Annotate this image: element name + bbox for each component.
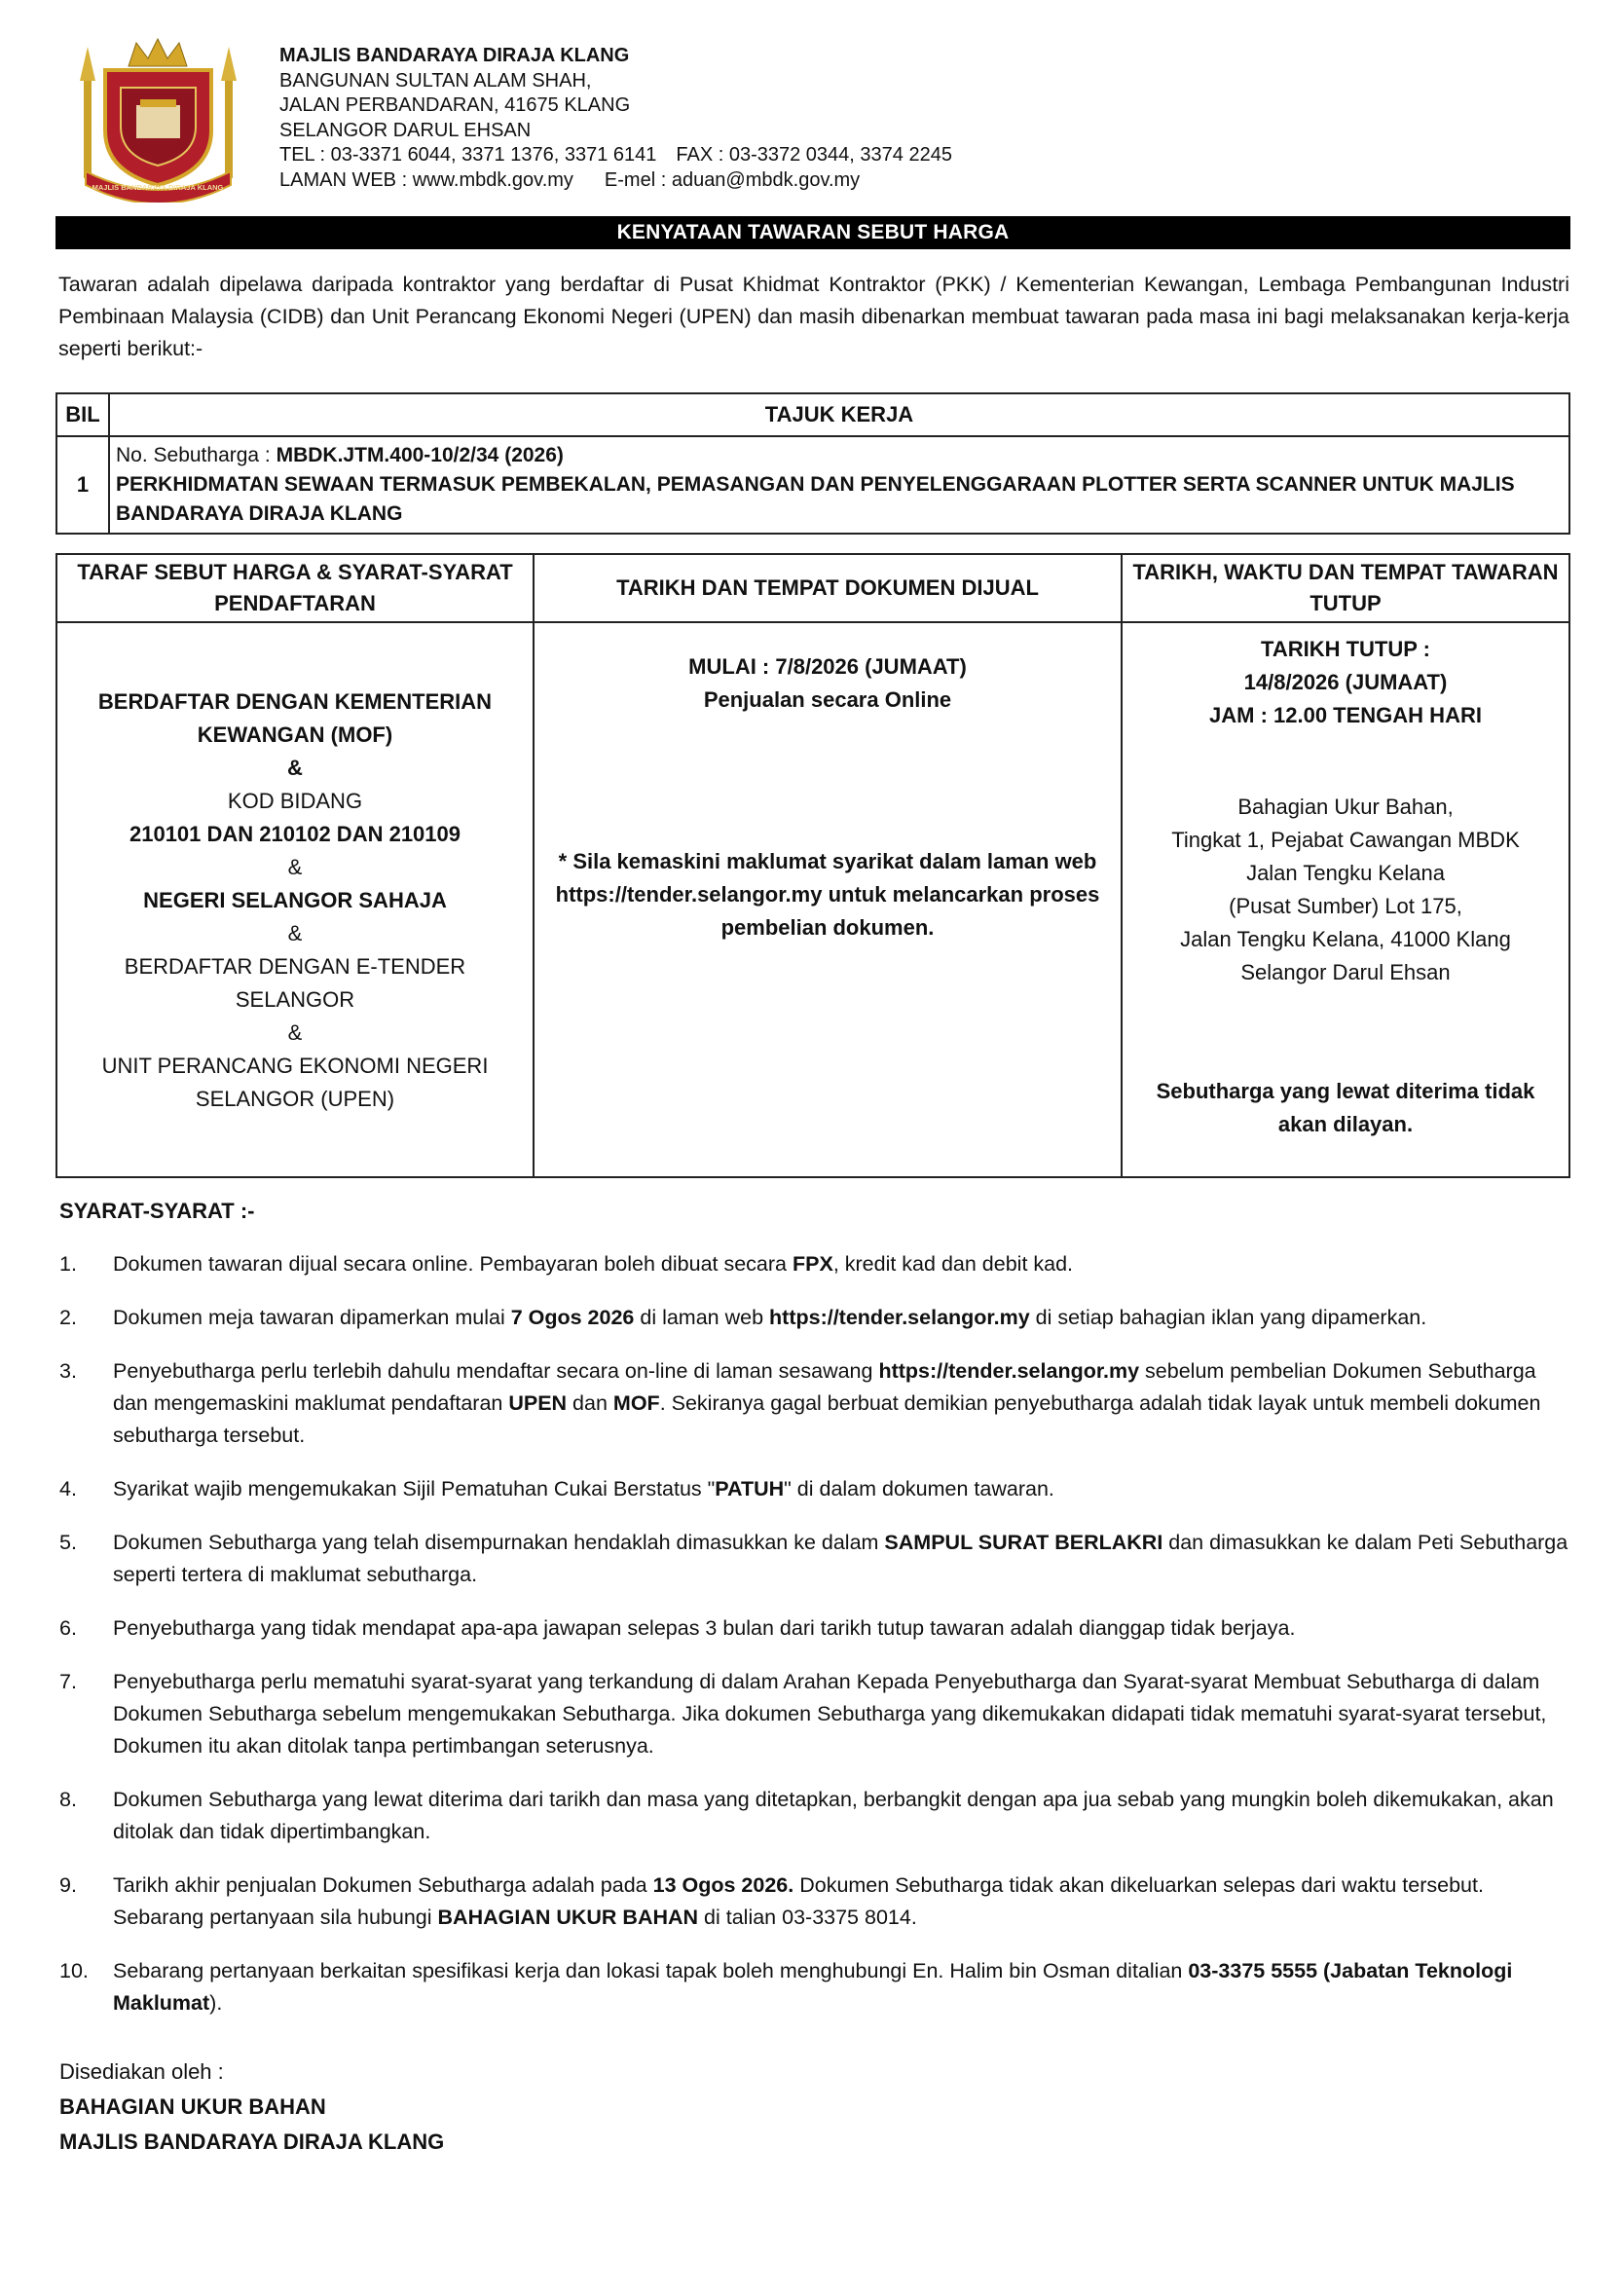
sale-note: * Sila kemaskini maklumat syarikat dalam laman web https://tender.selangor.my untuk melancarkan proses pembelian dokumen. — [555, 849, 1100, 940]
ampersand: & — [287, 1020, 303, 1045]
condition-text: ). — [209, 1991, 223, 2015]
address-line: Jalan Tengku Kelana — [1246, 861, 1445, 885]
work-title-cell — [109, 436, 1569, 534]
condition-emphasis: UPEN — [508, 1391, 568, 1415]
address-line: (Pusat Sumber) Lot 175, — [1229, 894, 1462, 918]
prepared-by-label: Disediakan oleh : — [59, 2059, 224, 2084]
condition-number: 4. — [59, 1477, 77, 1500]
prepared-by-org: MAJLIS BANDARAYA DIRAJA KLANG — [59, 2129, 445, 2154]
council-name: MAJLIS BANDARAYA DIRAJA KLANG — [279, 45, 630, 66]
sale-start-date: MULAI : 7/8/2026 (JUMAAT) — [688, 654, 967, 679]
closing-address — [1123, 791, 1568, 989]
condition-number: 6. — [59, 1616, 77, 1640]
condition-text: Sebarang pertanyaan berkaitan spesifikasi kerja dan lokasi tapak boleh menghubungi En. Halim bin Osman ditalian — [113, 1959, 1189, 1982]
contact-web-email — [279, 168, 952, 194]
address-line: Bahagian Ukur Bahan, — [1237, 795, 1454, 819]
conditions-list — [59, 1248, 1570, 2041]
condition-number: 1. — [59, 1252, 77, 1276]
reg-kod-bidang-label: KOD BIDANG — [227, 789, 363, 813]
condition-emphasis: 03-3375 5555 (Jabatan Teknologi Maklumat — [113, 1959, 1513, 2015]
reg-kod-bidang: 210101 DAN 210102 DAN 210109 — [129, 822, 461, 846]
condition-emphasis: PATUH — [715, 1477, 785, 1500]
closing-date: 14/8/2026 (JUMAAT) — [1243, 670, 1448, 694]
condition-text: , kredit kad dan debit kad. — [832, 1252, 1074, 1276]
registration-cell — [56, 622, 534, 1177]
condition-text: Dokumen Sebutharga yang telah disempurnakan hendaklah dimasukkan ke dalam — [113, 1531, 885, 1554]
ampersand: & — [287, 756, 303, 780]
email-link[interactable]: E-mel : aduan@mbdk.gov.my — [604, 168, 861, 191]
condition-number: 2. — [59, 1306, 77, 1329]
reg-selangor-only: NEGERI SELANGOR SAHAJA — [143, 888, 447, 912]
condition-emphasis: 13 Ogos 2026. — [652, 1873, 794, 1897]
condition-emphasis: https://tender.selangor.my — [878, 1359, 1140, 1383]
condition-text: " di dalam dokumen tawaran. — [784, 1477, 1054, 1500]
col-registration: TARAF SEBUT HARGA & SYARAT-SYARAT PENDAFTARAN — [56, 554, 534, 622]
svg-text:MAJLIS BANDARAYA DIRAJA KLANG: MAJLIS BANDARAYA DIRAJA KLANG — [92, 183, 224, 192]
condition-item — [59, 1870, 1570, 1934]
col-closing: TARIKH, WAKTU DAN TEMPAT TAWARAN TUTUP — [1122, 554, 1569, 622]
row-number: 1 — [56, 436, 109, 534]
address-line-1: BANGUNAN SULTAN ALAM SHAH, — [279, 69, 592, 92]
condition-emphasis: https://tender.selangor.my — [769, 1306, 1030, 1329]
condition-number: 9. — [59, 1873, 77, 1897]
condition-text: di talian 03-3375 8014. — [698, 1906, 917, 1929]
condition-item — [59, 1955, 1570, 2019]
condition-text: di laman web — [634, 1306, 770, 1329]
condition-item — [59, 1784, 1570, 1848]
sale-cell — [534, 622, 1122, 1177]
col-sale-date-place: TARIKH DAN TEMPAT DOKUMEN DIJUAL — [534, 554, 1122, 622]
condition-emphasis: FPX — [792, 1252, 833, 1276]
condition-text: dan dimasukkan ke dalam Peti Sebutharga seperti tertera di maklumat sebutharga. — [113, 1531, 1568, 1586]
sale-mode: Penjualan secara Online — [703, 687, 952, 712]
work-title: PERKHIDMATAN SEWAAN TERMASUK PEMBEKALAN, PEMASANGAN DAN PENYELENGGARAAN PLOTTER SERTA SCANNER UNTUK MAJLIS BANDARAYA DIRAJA KLANG — [116, 473, 1515, 525]
condition-item — [59, 1612, 1570, 1645]
work-title-table — [55, 392, 1570, 535]
condition-number: 3. — [59, 1359, 77, 1383]
condition-number: 5. — [59, 1531, 77, 1554]
condition-item — [59, 1666, 1570, 1762]
ampersand: & — [287, 921, 303, 945]
condition-text: Syarikat wajib mengemukakan Sijil Pematuhan Cukai Berstatus " — [113, 1477, 716, 1500]
condition-text: Dokumen Sebutharga yang lewat diterima dari tarikh dan masa yang ditetapkan, berbangkit dengan apa jua sebab yang mungkin boleh dikemukakan, akan ditolak dan tidak dipertimbangkan. — [113, 1788, 1554, 1843]
condition-text: dan — [567, 1391, 613, 1415]
condition-text: Penyebutharga perlu terlebih dahulu mendaftar secara on-line di laman sesawang — [113, 1359, 879, 1383]
condition-emphasis: 7 Ogos 2026 — [510, 1306, 635, 1329]
condition-emphasis: MOF — [612, 1391, 660, 1415]
condition-text: Tarikh akhir penjualan Dokumen Sebutharga adalah pada — [113, 1873, 653, 1897]
reg-mof: BERDAFTAR DENGAN KEMENTERIAN KEWANGAN (MOF) — [97, 689, 493, 747]
fax: FAX : 03-3372 0344, 3374 2245 — [676, 144, 952, 166]
quotation-no-label: No. Sebutharga : — [116, 444, 277, 466]
reg-etender: BERDAFTAR DENGAN E-TENDER SELANGOR — [124, 954, 466, 1012]
conditions-heading: SYARAT-SYARAT :- — [59, 1199, 255, 1223]
condition-number: 7. — [59, 1670, 77, 1693]
condition-item — [59, 1248, 1570, 1280]
condition-text: Dokumen tawaran dijual secara online. Pembayaran boleh dibuat secara — [113, 1252, 793, 1276]
condition-text: sebelum pembelian Dokumen Sebutharga dan mengemaskini maklumat pendaftaran — [113, 1359, 1536, 1415]
prepared-by-dept: BAHAGIAN UKUR BAHAN — [59, 2094, 326, 2119]
condition-item — [59, 1527, 1570, 1591]
condition-text: Penyebutharga yang tidak mendapat apa-apa jawapan selepas 3 bulan dari tarikh tutup tawaran adalah dianggap tidak berjaya. — [113, 1616, 1296, 1640]
closing-cell — [1122, 622, 1569, 1177]
quotation-no: MBDK.JTM.400-10/2/34 (2026) — [276, 444, 564, 466]
closing-time: JAM : 12.00 TENGAH HARI — [1209, 703, 1482, 727]
reg-upen: UNIT PERANCANG EKONOMI NEGERI SELANGOR (UPEN) — [101, 1054, 489, 1111]
closing-date-label: TARIKH TUTUP : — [1261, 637, 1430, 661]
table-row — [56, 436, 1569, 534]
address-line: Selangor Darul Ehsan — [1240, 960, 1451, 984]
condition-item — [59, 1302, 1570, 1334]
contact-phone-fax — [279, 143, 952, 168]
address-line-3: SELANGOR DARUL EHSAN — [279, 119, 532, 141]
col-work-title: TAJUK KERJA — [109, 393, 1569, 436]
condition-text: Penyebutharga perlu mematuhi syarat-syarat yang terkandung di dalam Arahan Kepada Penyebutharga dan Syarat-syarat Membuat Sebutharga di dalam Dokumen Sebutharga sebelum mengemukakan Sebutharga. Jika dokumen Sebutharga yang dikemukakan didapati tidak mematuhi syarat-syarat tersebut, Dokumen itu akan ditolak tanpa pertimbangan seterusnya. — [113, 1670, 1547, 1758]
telephone: TEL : 03-3371 6044, 3371 1376, 3371 6141 — [279, 144, 657, 166]
col-bil: BIL — [56, 393, 109, 436]
intro-paragraph: Tawaran adalah dipelawa daripada kontraktor yang berdaftar di Pusat Khidmat Kontraktor (PKK) / Kementerian Kewangan, Lembaga Pembangunan Industri Pembinaan Malaysia (CIDB) dan Unit Perancang Ekonomi Negeri (UPEN) dan masih dibenarkan membuat tawaran pada masa ini bagi melaksanakan kerja-kerja seperti berikut:- — [58, 273, 1569, 360]
condition-text: Dokumen meja tawaran dipamerkan mulai — [113, 1306, 511, 1329]
council-letterhead — [279, 44, 952, 193]
tender-details-table — [55, 553, 1570, 1178]
late-submission-note: Sebutharga yang lewat diterima tidak akan dilayan. — [1156, 1079, 1535, 1136]
address-line: Jalan Tengku Kelana, 41000 Klang — [1180, 927, 1511, 951]
condition-item — [59, 1473, 1570, 1505]
condition-text: di setiap bahagian iklan yang dipamerkan. — [1029, 1306, 1427, 1329]
ampersand: & — [287, 855, 303, 879]
condition-text: . Sekiranya gagal berbuat demikian penyebutharga adalah tidak layak untuk membeli dokumen sebutharga tersebut. — [113, 1391, 1541, 1447]
condition-number: 10. — [59, 1959, 89, 1982]
notice-title-banner: KENYATAAN TAWARAN SEBUT HARGA — [55, 216, 1570, 249]
address-line-2: JALAN PERBANDARAN, 41675 KLANG — [279, 94, 631, 116]
prepared-by — [59, 2055, 444, 2160]
condition-item — [59, 1355, 1570, 1452]
address-line: Tingkat 1, Pejabat Cawangan MBDK — [1171, 828, 1520, 852]
condition-number: 8. — [59, 1788, 77, 1811]
mbdk-crest-logo — [78, 37, 239, 203]
website-link[interactable]: LAMAN WEB : www.mbdk.gov.my — [279, 168, 573, 191]
condition-emphasis: SAMPUL SURAT BERLAKRI — [884, 1531, 1163, 1554]
condition-emphasis: BAHAGIAN UKUR BAHAN — [437, 1906, 699, 1929]
condition-text: Dokumen Sebutharga tidak akan dikeluarkan selepas dari waktu tersebut. Sebarang pertanyaan sila hubungi — [113, 1873, 1484, 1929]
